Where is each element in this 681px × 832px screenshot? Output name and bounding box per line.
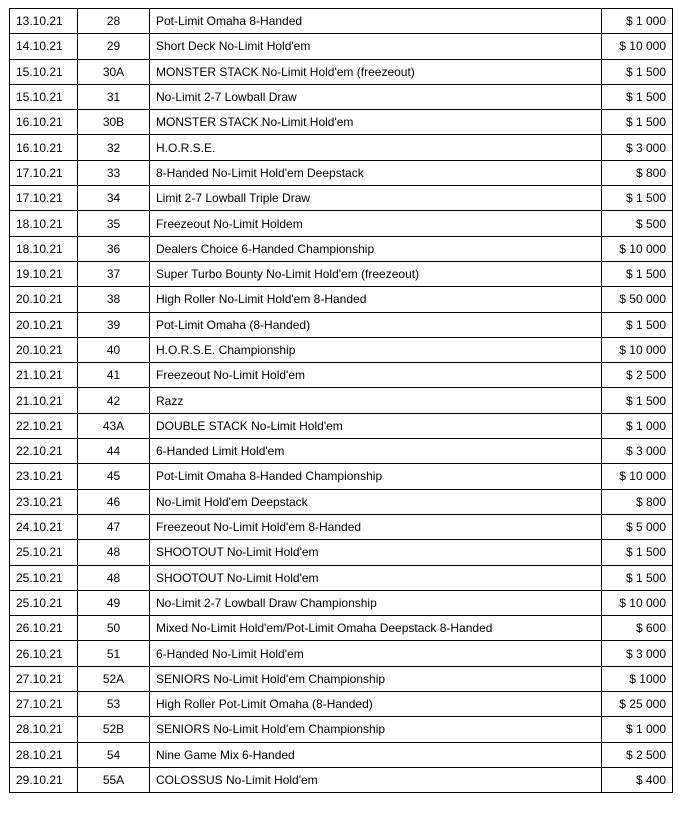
event-number: 39 [78,312,150,337]
event-buyin: $ 3 000 [602,135,673,160]
event-number: 31 [78,84,150,109]
event-date: 20.10.21 [10,287,78,312]
event-number: 40 [78,337,150,362]
event-name: Pot-Limit Omaha 8-Handed [150,9,602,34]
table-row [10,236,673,261]
event-number: 42 [78,388,150,413]
event-number: 52A [78,666,150,691]
table-row [10,413,673,438]
event-number: 32 [78,135,150,160]
event-buyin: $ 1 500 [602,110,673,135]
event-number: 52B [78,717,150,742]
event-name: 8-Handed No-Limit Hold'em Deepstack [150,160,602,185]
event-number: 54 [78,742,150,767]
table-row [10,135,673,160]
table-row [10,717,673,742]
event-number: 36 [78,236,150,261]
event-date: 15.10.21 [10,84,78,109]
event-buyin: $ 400 [602,767,673,792]
event-buyin: $ 2 500 [602,363,673,388]
event-name: Limit 2-7 Lowball Triple Draw [150,186,602,211]
event-date: 16.10.21 [10,110,78,135]
event-number: 37 [78,261,150,286]
event-date: 23.10.21 [10,464,78,489]
event-number: 49 [78,590,150,615]
event-name: Mixed No-Limit Hold'em/Pot-Limit Omaha Deepstack 8-Handed [150,616,602,641]
table-row [10,287,673,312]
event-date: 22.10.21 [10,413,78,438]
table-row [10,337,673,362]
event-number: 33 [78,160,150,185]
event-number: 44 [78,439,150,464]
event-buyin: $ 500 [602,211,673,236]
event-name: Short Deck No-Limit Hold'em [150,34,602,59]
event-name: Freezeout No-Limit Hold'em [150,363,602,388]
event-date: 28.10.21 [10,742,78,767]
event-name: Super Turbo Bounty No-Limit Hold'em (freezeout) [150,261,602,286]
event-name: No-Limit 2-7 Lowball Draw Championship [150,590,602,615]
event-date: 28.10.21 [10,717,78,742]
table-row [10,540,673,565]
event-date: 29.10.21 [10,767,78,792]
event-number: 48 [78,540,150,565]
event-name: SHOOTOUT No-Limit Hold'em [150,540,602,565]
event-buyin: $ 10 000 [602,464,673,489]
event-name: High Roller Pot-Limit Omaha (8-Handed) [150,692,602,717]
event-date: 25.10.21 [10,590,78,615]
event-buyin: $ 3 000 [602,641,673,666]
event-name: Razz [150,388,602,413]
event-date: 26.10.21 [10,616,78,641]
event-number: 38 [78,287,150,312]
event-buyin: $ 800 [602,160,673,185]
event-name: SENIORS No-Limit Hold'em Championship [150,717,602,742]
event-buyin: $ 10 000 [602,337,673,362]
event-buyin: $ 1000 [602,666,673,691]
event-date: 17.10.21 [10,186,78,211]
event-date: 27.10.21 [10,666,78,691]
event-number: 47 [78,514,150,539]
event-buyin: $ 1 500 [602,312,673,337]
event-buyin: $ 25 000 [602,692,673,717]
table-row [10,616,673,641]
table-row [10,767,673,792]
event-number: 29 [78,34,150,59]
event-number: 34 [78,186,150,211]
event-buyin: $ 50 000 [602,287,673,312]
event-name: Pot-Limit Omaha 8-Handed Championship [150,464,602,489]
event-name: No-Limit 2-7 Lowball Draw [150,84,602,109]
event-number: 28 [78,9,150,34]
event-name: MONSTER STACK No-Limit Hold'em (freezeout) [150,59,602,84]
event-name: 6-Handed Limit Hold'em [150,439,602,464]
event-number: 55A [78,767,150,792]
event-date: 14.10.21 [10,34,78,59]
event-number: 51 [78,641,150,666]
event-number: 46 [78,489,150,514]
event-date: 27.10.21 [10,692,78,717]
event-name: Freezeout No-Limit Holdem [150,211,602,236]
table-row [10,261,673,286]
table-row [10,692,673,717]
event-date: 18.10.21 [10,211,78,236]
event-date: 25.10.21 [10,565,78,590]
event-buyin: $ 1 500 [602,59,673,84]
table-row [10,363,673,388]
event-buyin: $ 1 500 [602,388,673,413]
event-number: 30A [78,59,150,84]
event-date: 19.10.21 [10,261,78,286]
event-date: 16.10.21 [10,135,78,160]
event-date: 25.10.21 [10,540,78,565]
event-date: 23.10.21 [10,489,78,514]
table-row [10,388,673,413]
event-date: 24.10.21 [10,514,78,539]
table-row [10,742,673,767]
event-buyin: $ 1 000 [602,413,673,438]
table-row [10,489,673,514]
event-buyin: $ 2 500 [602,742,673,767]
event-buyin: $ 800 [602,489,673,514]
table-row [10,666,673,691]
table-row [10,439,673,464]
event-buyin: $ 3 000 [602,439,673,464]
event-buyin: $ 600 [602,616,673,641]
table-row [10,9,673,34]
event-name: Dealers Choice 6-Handed Championship [150,236,602,261]
event-buyin: $ 1 000 [602,9,673,34]
table-row [10,186,673,211]
event-number: 43A [78,413,150,438]
event-number: 41 [78,363,150,388]
event-buyin: $ 10 000 [602,590,673,615]
tournament-schedule-table [9,8,673,793]
table-row [10,641,673,666]
event-date: 26.10.21 [10,641,78,666]
table-row [10,565,673,590]
table-row [10,59,673,84]
event-date: 22.10.21 [10,439,78,464]
event-name: High Roller No-Limit Hold'em 8-Handed [150,287,602,312]
event-name: SENIORS No-Limit Hold'em Championship [150,666,602,691]
event-name: SHOOTOUT No-Limit Hold'em [150,565,602,590]
event-date: 18.10.21 [10,236,78,261]
event-date: 13.10.21 [10,9,78,34]
event-buyin: $ 1 500 [602,84,673,109]
table-row [10,110,673,135]
table-row [10,34,673,59]
event-buyin: $ 5 000 [602,514,673,539]
event-name: Pot-Limit Omaha (8-Handed) [150,312,602,337]
table-row [10,514,673,539]
event-date: 20.10.21 [10,337,78,362]
table-row [10,312,673,337]
event-buyin: $ 1 500 [602,540,673,565]
event-name: Nine Game Mix 6-Handed [150,742,602,767]
event-name: DOUBLE STACK No-Limit Hold'em [150,413,602,438]
event-name: No-Limit Hold'em Deepstack [150,489,602,514]
event-name: Freezeout No-Limit Hold'em 8-Handed [150,514,602,539]
event-date: 20.10.21 [10,312,78,337]
event-date: 17.10.21 [10,160,78,185]
event-date: 21.10.21 [10,388,78,413]
table-row [10,590,673,615]
event-buyin: $ 10 000 [602,34,673,59]
event-number: 50 [78,616,150,641]
event-date: 21.10.21 [10,363,78,388]
schedule-table-body [10,9,673,793]
event-buyin: $ 1 000 [602,717,673,742]
event-name: H.O.R.S.E. [150,135,602,160]
event-buyin: $ 1 500 [602,186,673,211]
event-number: 35 [78,211,150,236]
event-name: H.O.R.S.E. Championship [150,337,602,362]
event-name: MONSTER STACK No-Limit Hold'em [150,110,602,135]
event-number: 53 [78,692,150,717]
event-buyin: $ 1 500 [602,565,673,590]
event-number: 30B [78,110,150,135]
table-row [10,464,673,489]
table-row [10,84,673,109]
event-date: 15.10.21 [10,59,78,84]
table-row [10,160,673,185]
event-number: 45 [78,464,150,489]
event-name: COLOSSUS No-Limit Hold'em [150,767,602,792]
event-name: 6-Handed No-Limit Hold'em [150,641,602,666]
event-buyin: $ 1 500 [602,261,673,286]
event-number: 48 [78,565,150,590]
event-buyin: $ 10 000 [602,236,673,261]
table-row [10,211,673,236]
